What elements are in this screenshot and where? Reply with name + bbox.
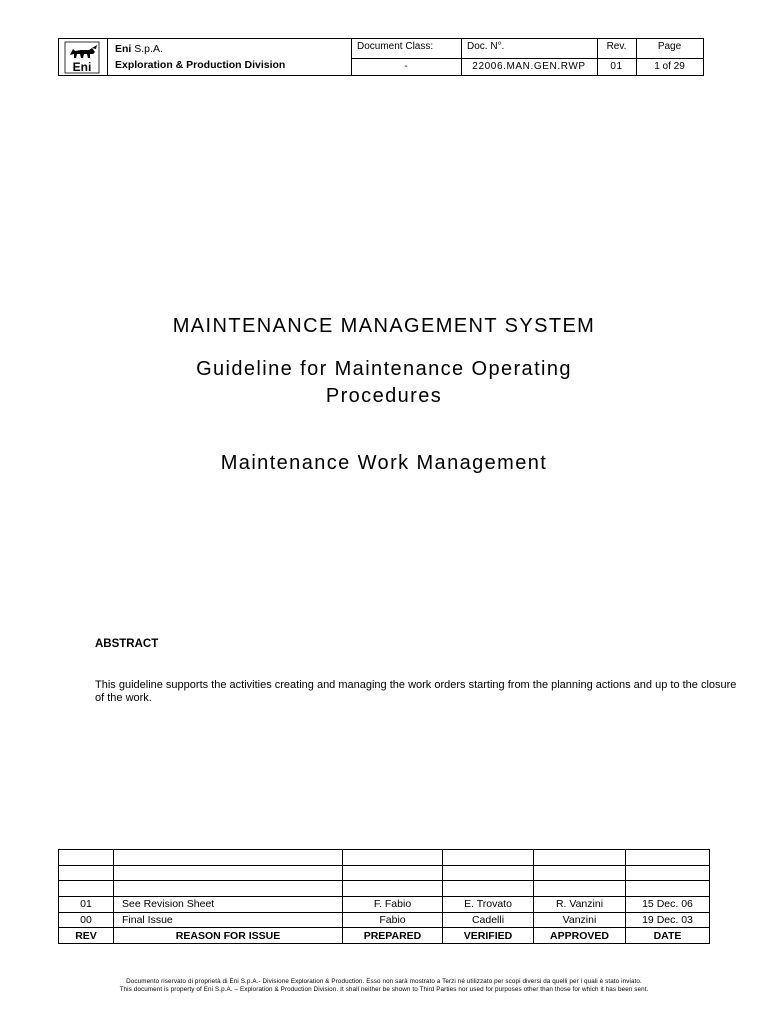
abstract-heading: ABSTRACT: [95, 638, 159, 650]
approved-cell: Vanzini: [534, 912, 626, 928]
table-row: [59, 897, 710, 913]
date-cell: [626, 850, 710, 866]
reason-cell: [114, 850, 343, 866]
header-reason: REASON FOR ISSUE: [114, 928, 343, 944]
division-name: Exploration & Production Division: [115, 59, 286, 71]
verified-cell: Cadelli: [443, 912, 534, 928]
reason-cell: [114, 865, 343, 881]
doc-class-label: Document Class:: [357, 41, 434, 52]
prepared-cell: [343, 865, 443, 881]
document-subtitle-line2: Procedures: [325, 385, 443, 407]
rev-cell: [59, 850, 114, 866]
abstract-text: This guideline supports the activities creating and managing the work orders starting from the planning actions and up to the closure of the work.: [95, 679, 737, 704]
verified-cell: [443, 865, 534, 881]
table-header-row: [59, 928, 710, 944]
header-rev: REV: [59, 928, 114, 944]
prepared-cell: Fabio: [343, 912, 443, 928]
rev-cell: 01: [59, 897, 114, 913]
table-row: [59, 881, 710, 897]
reason-cell: See Revision Sheet: [114, 897, 343, 913]
date-cell: 15 Dec. 06: [626, 897, 710, 913]
rev-cell: [59, 881, 114, 897]
document-header: [58, 38, 704, 76]
document-subtitle-line1: Guideline for Maintenance Operating: [196, 358, 572, 380]
verified-cell: [443, 881, 534, 897]
prepared-cell: [343, 881, 443, 897]
document-title: MAINTENANCE MANAGEMENT SYSTEM: [172, 315, 596, 337]
approved-cell: R. Vanzini: [534, 897, 626, 913]
revision-table: [58, 849, 710, 944]
rev-cell: [59, 865, 114, 881]
company-name-bold: Eni: [115, 43, 132, 55]
approved-cell: [534, 881, 626, 897]
table-row: [59, 850, 710, 866]
reason-cell: Final Issue: [114, 912, 343, 928]
rev-value: 01: [610, 61, 623, 72]
approved-cell: [534, 865, 626, 881]
approved-cell: [534, 850, 626, 866]
rev-cell: 00: [59, 912, 114, 928]
divider: [107, 39, 108, 75]
header-prepared: PREPARED: [343, 928, 443, 944]
page-label: Page: [657, 41, 682, 52]
doc-class-value: -: [404, 61, 408, 72]
doc-no-value: 22006.MAN.GEN.RWP: [472, 61, 586, 72]
divider: [351, 58, 703, 59]
table-row: [59, 865, 710, 881]
date-cell: [626, 865, 710, 881]
document-topic: Maintenance Work Management: [220, 452, 548, 474]
company-suffix: S.p.A.: [131, 43, 163, 55]
logo-text: Eni: [72, 60, 92, 74]
page-number: 1 of 29: [654, 61, 685, 72]
header-approved: APPROVED: [534, 928, 626, 944]
prepared-cell: F. Fabio: [343, 897, 443, 913]
date-cell: 19 Dec. 03: [626, 912, 710, 928]
company-name: [115, 43, 163, 55]
footer-english: This document is property of Eni S.p.A. – Exploration & Production Division. It shall neither be shown to Third Parties nor used for purposes other than those for which it has been sent.: [119, 986, 649, 993]
rev-label: Rev.: [606, 41, 627, 52]
prepared-cell: [343, 850, 443, 866]
doc-no-label: Doc. N°.: [467, 41, 505, 52]
header-verified: VERIFIED: [443, 928, 534, 944]
reason-cell: [114, 881, 343, 897]
table-row: [59, 912, 710, 928]
eni-logo: [59, 39, 107, 75]
header-date: DATE: [626, 928, 710, 944]
date-cell: [626, 881, 710, 897]
verified-cell: [443, 850, 534, 866]
verified-cell: E. Trovato: [443, 897, 534, 913]
footer-italian: Documento riservato di proprietà di Eni S.p.A.- Divisione Exploration & Production. Esso non sarà mostrato a Terzi né utilizzato per scopi diversi da quelli per i quali è stato inviato.: [126, 978, 642, 985]
